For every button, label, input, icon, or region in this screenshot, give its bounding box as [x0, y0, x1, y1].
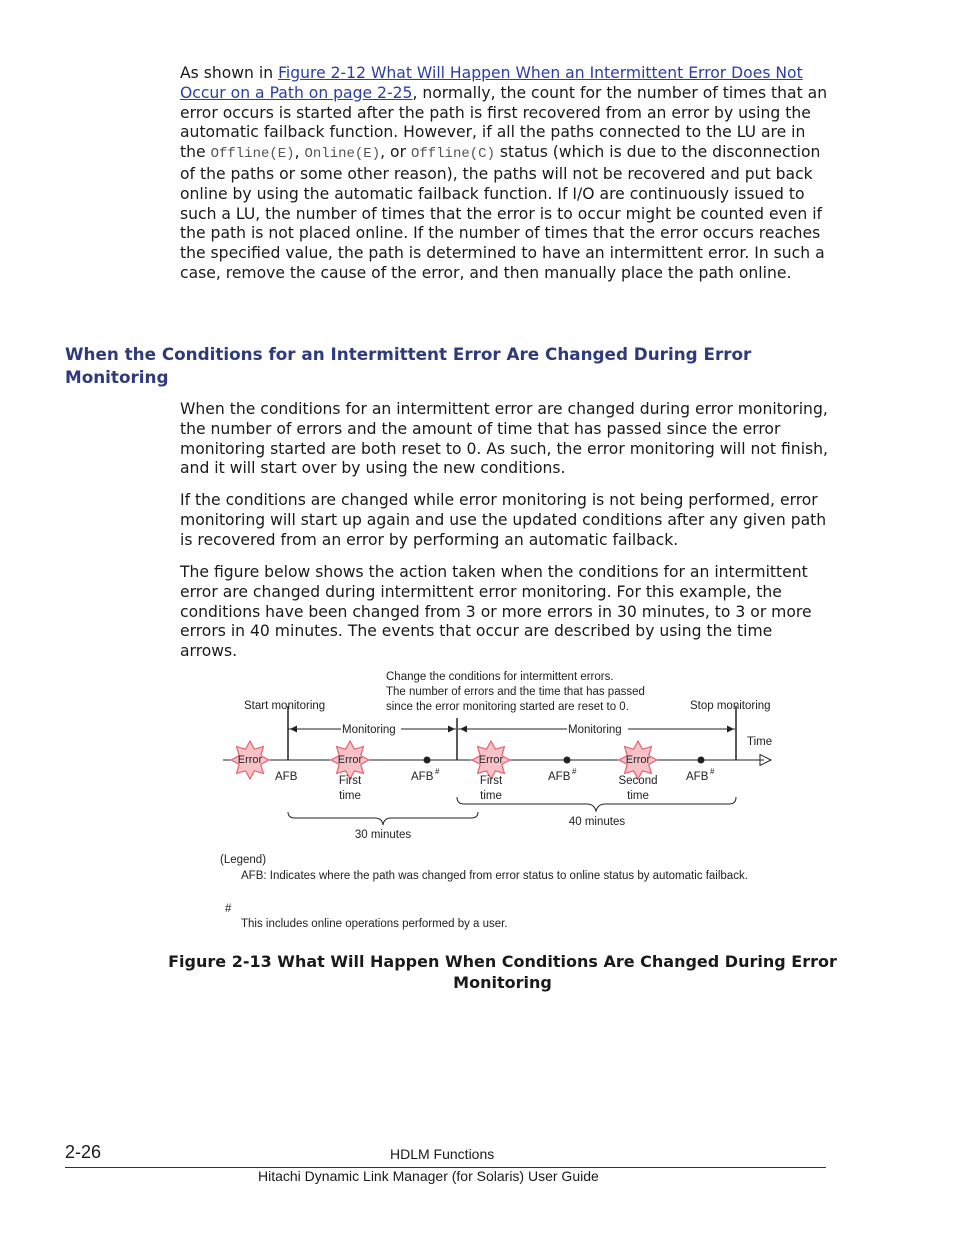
note-line-1: Change the conditions for intermittent errors.: [386, 671, 614, 683]
footer-guide-title: Hitachi Dynamic Link Manager (for Solaris) User Guide: [258, 1168, 599, 1184]
error-label: Error: [337, 754, 363, 766]
note-line-2: The number of errors and the time that has passed: [386, 686, 645, 698]
timeline-figure: [215, 664, 815, 934]
start-monitoring-label: Start monitoring: [244, 700, 326, 712]
error-burst-2: [331, 741, 369, 779]
timeline-diagram: [215, 664, 815, 934]
legend-title: (Legend): [220, 854, 267, 866]
caption-line-2: Monitoring: [453, 973, 552, 992]
text-run: ,: [294, 143, 305, 162]
error-label: Error: [237, 754, 263, 766]
arrowhead: [290, 726, 297, 733]
afb-dot: [698, 757, 705, 764]
intro-paragraph: [180, 64, 830, 284]
page-number: 2-26: [65, 1142, 102, 1162]
thirty-minutes-label: 30 minutes: [354, 829, 412, 841]
error-burst-3: [472, 741, 510, 779]
arrowhead: [460, 726, 467, 733]
section-heading: When the Conditions for an Intermittent Error Are Changed During Error Monitoring: [65, 344, 752, 387]
error-label: Error: [478, 754, 504, 766]
time-word-label: time: [480, 790, 502, 802]
afb-sharp-mark: #: [710, 767, 715, 776]
error-burst-1: [231, 741, 269, 779]
status-code-online-e: Online(E): [304, 146, 381, 163]
caption-line-1: Figure 2-13 What Will Happen When Conditions Are Changed During Error: [168, 952, 837, 971]
status-code-offline-c: Offline(C): [410, 146, 495, 163]
forty-minutes-label: 40 minutes: [568, 816, 626, 828]
time-word-label: time: [627, 790, 649, 802]
error-label: Error: [625, 754, 651, 766]
legend-afb: AFB: Indicates where the path was changed from error status to online status by automatic failback.: [241, 870, 748, 882]
text-run: , or: [380, 143, 411, 162]
monitoring-label-1: Monitoring: [342, 724, 396, 736]
figure-2-12-link[interactable]: Figure 2-12 What Will Happen When an Intermittent Error Does Not Occur on a Path on page 2-25: [180, 64, 803, 102]
afb-dot: [564, 757, 571, 764]
paragraph-not-monitoring: If the conditions are changed while error monitoring is not being performed, error monitoring will start up again and use the updated conditions after any given path is recovered from an error by performing an automatic failback.: [180, 491, 827, 549]
legend-sharp-text: This includes online operations performed by a user.: [241, 918, 508, 930]
status-code-offline-e: Offline(E): [210, 146, 295, 163]
paragraph-conditions-changed: When the conditions for an intermittent error are changed during error monitoring, the number of errors and the amount of time that has passed since the error monitoring started are both reset to 0. As such, the error monitoring will not finish, and it will start over by using the new conditions.: [180, 400, 828, 478]
figure-caption: [150, 951, 855, 993]
afb-label: AFB: [411, 771, 434, 783]
afb-label: AFB: [548, 771, 571, 783]
afb-sharp-mark: #: [572, 767, 577, 776]
arrowhead: [448, 726, 455, 733]
afb-label: AFB: [686, 771, 709, 783]
footer-section-title: HDLM Functions: [390, 1146, 495, 1162]
monitoring-label-2: Monitoring: [568, 724, 622, 736]
time-axis-label: Time: [747, 736, 773, 748]
time-word-label: time: [339, 790, 361, 802]
note-line-3: since the error monitoring started are reset to 0.: [386, 701, 629, 713]
afb-dot: [424, 757, 431, 764]
first-label: First: [338, 775, 362, 787]
afb-sharp-mark: #: [435, 767, 440, 776]
stop-monitoring-label: Stop monitoring: [690, 700, 771, 712]
arrowhead: [727, 726, 734, 733]
paragraph-figure-intro: The figure below shows the action taken when the conditions for an intermittent error are changed during intermittent error monitoring. For this example, the conditions have been changed from 3 or more errors in 30 minutes, to 3 or more errors in 40 minutes. The events that occur are described by using the time arrows.: [180, 563, 812, 661]
legend-sharp-mark: #: [225, 903, 232, 915]
text-run: As shown in: [180, 64, 279, 82]
afb-label: AFB: [275, 771, 298, 783]
first-label: First: [479, 775, 503, 787]
error-burst-4: [619, 741, 657, 779]
text-run: status (which is due to the disconnection of the paths or some other reason), the paths will not be recovered and put back online by using the automatic failback function. If I/O are continuously issued to such a LU, the number of times that the error is to occur might be counted even if the path is not placed online. If the number of times that the error occurs reaches the specified value, the path is determined to have an intermittent error. In such a case, remove the cause of the error, and then manually place the path online.: [180, 143, 825, 282]
thirty-minute-brace: [288, 812, 478, 825]
text-run: , normally, the count for the number of times that an error occurs is started after the path is first recovered from an error by using the automatic failback function. However, if all the paths connected to the LU are in the: [180, 83, 828, 162]
second-label: Second: [618, 775, 658, 787]
